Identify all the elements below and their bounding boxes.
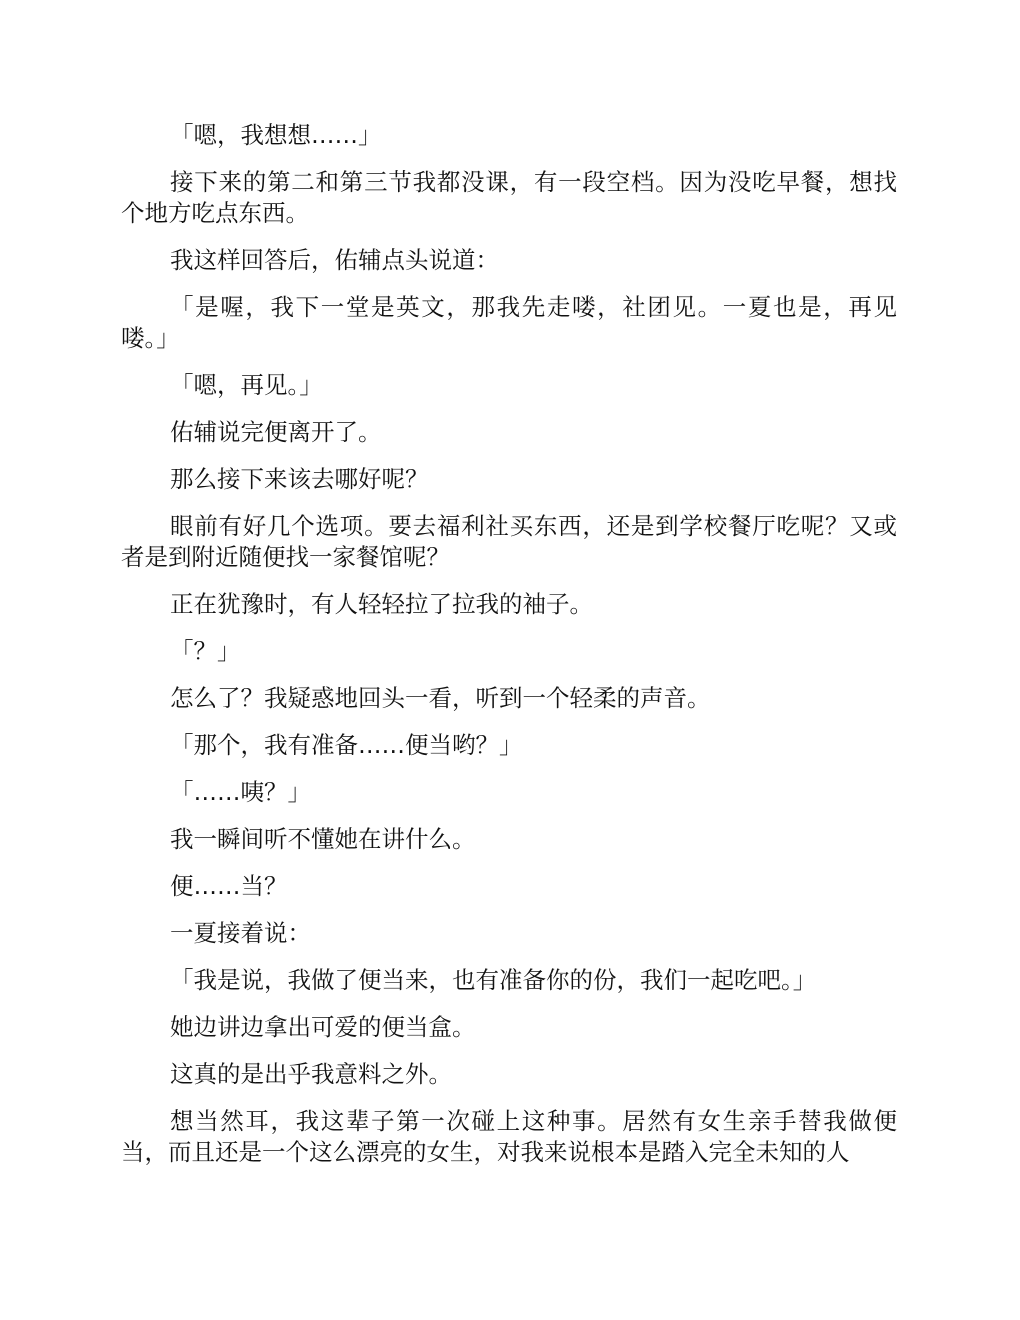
- paragraph: 一夏接着说：: [170, 919, 311, 947]
- paragraph: 「是喔，我下一堂是英文，那我先走喽，社团见。一夏也是，再见喽。」: [121, 293, 897, 352]
- paragraph: 佑辅说完便离开了。: [170, 418, 382, 446]
- paragraph: 接下来的第二和第三节我都没课，有一段空档。因为没吃早餐，想找个地方吃点东西。: [121, 168, 897, 227]
- paragraph: 便……当？: [170, 872, 288, 900]
- paragraph: 正在犹豫时，有人轻轻拉了拉我的袖子。: [170, 590, 593, 618]
- paragraph: 眼前有好几个选项。要去福利社买东西，还是到学校餐厅吃呢？又或者是到附近随便找一家餐馆呢？: [121, 512, 897, 571]
- paragraph: 我一瞬间听不懂她在讲什么。: [170, 825, 476, 853]
- paragraph: 「我是说，我做了便当来，也有准备你的份，我们一起吃吧。」: [170, 966, 817, 994]
- paragraph: 「……咦？」: [170, 778, 311, 806]
- document-page: [121, 120, 897, 1184]
- paragraph: 「那个，我有准备……便当哟？」: [170, 731, 523, 759]
- paragraph: 「？」: [170, 637, 241, 665]
- paragraph: 那么接下来该去哪好呢？: [170, 465, 429, 493]
- paragraph: 「嗯，再见。」: [170, 371, 323, 399]
- paragraph: 想当然耳，我这辈子第一次碰上这种事。居然有女生亲手替我做便当，而且还是一个这么漂亮的女生，对我来说根本是踏入完全未知的人: [121, 1107, 897, 1166]
- paragraph: 这真的是出乎我意料之外。: [170, 1060, 452, 1088]
- paragraph: 她边讲边拿出可爱的便当盒。: [170, 1013, 476, 1041]
- paragraph: 「嗯，我想想……」: [170, 121, 382, 149]
- paragraph: 怎么了？我疑惑地回头一看，听到一个轻柔的声音。: [170, 684, 711, 712]
- paragraph: 我这样回答后，佑辅点头说道：: [170, 246, 499, 274]
